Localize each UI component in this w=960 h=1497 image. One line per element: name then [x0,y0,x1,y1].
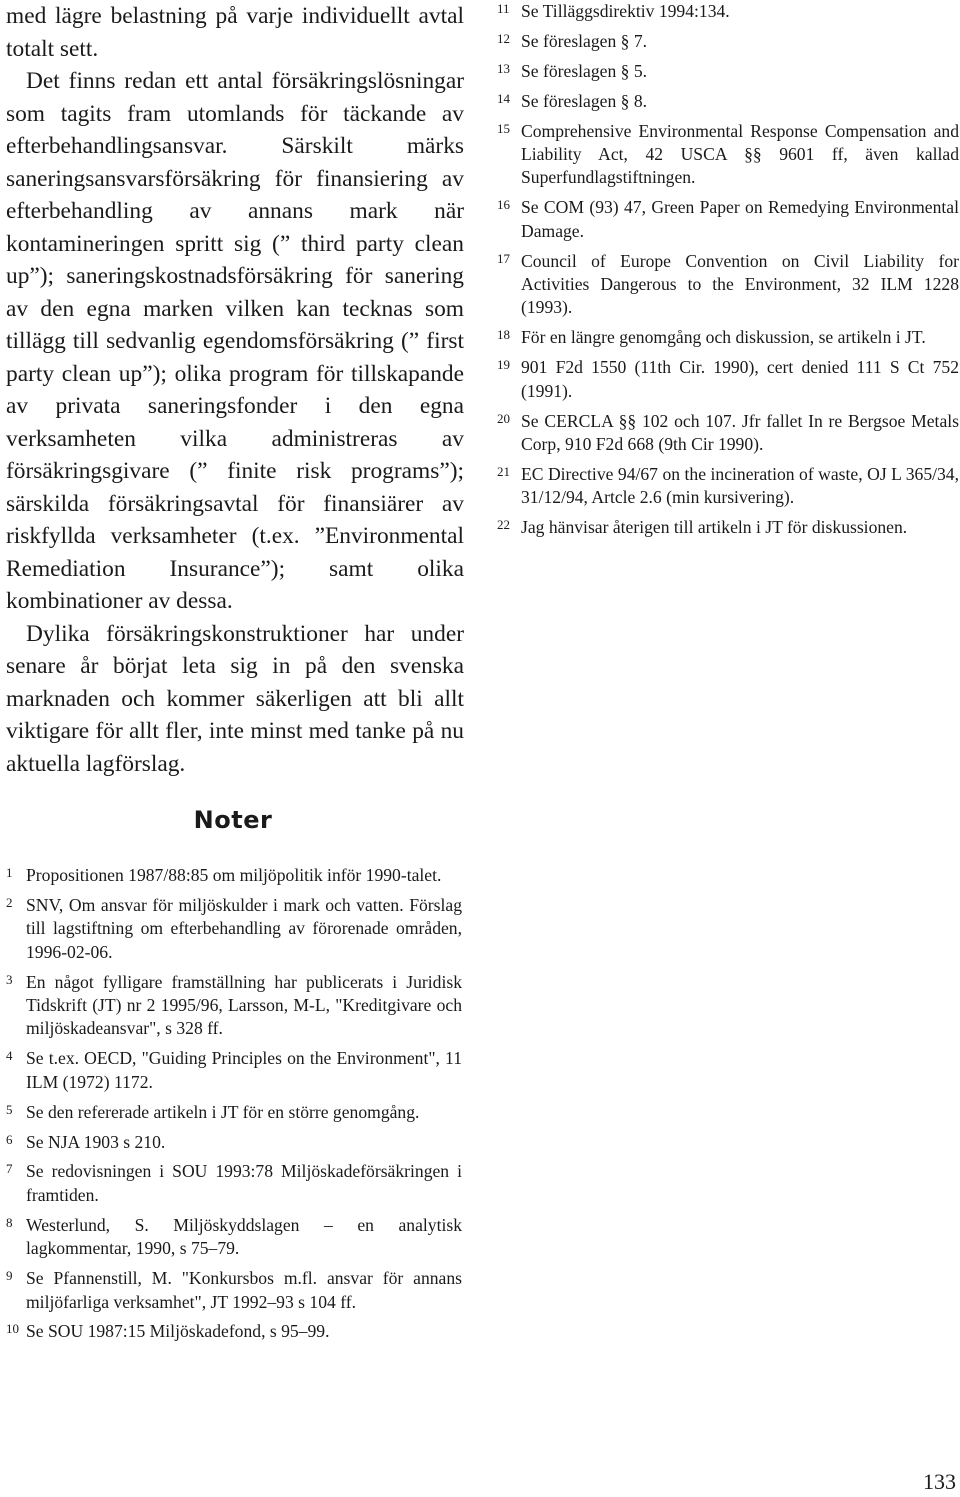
footnote-text: Comprehensive Environmental Response Compensation and Liability Act, 42 USCA §§ 9601 ff, även kallad Superfundlagstiftningen. [521,120,959,188]
footnote-text: Se föreslagen § 5. [521,60,648,81]
footnote-1 [6,864,462,887]
footnote-number: 7 [6,1161,13,1177]
footnote-number: 5 [6,1101,13,1117]
body-paragraph-1: med lägre belastning på varje individuellt avtal totalt sett. [6,3,464,62]
footnote-number: 22 [497,517,510,533]
footnote-3 [6,971,462,1041]
footnote-text: EC Directive 94/67 on the incineration of waste, OJ L 365/34, 31/12/94, Artcle 2.6 (min kursivering). [521,463,959,508]
footnote-text: Se Tilläggsdirektiv 1994:134. [521,1,730,21]
footnote-13 [497,60,959,83]
footnote-number: 16 [497,197,510,213]
footnote-number: 17 [497,250,510,266]
footnote-21 [497,463,959,510]
footnote-2 [6,894,462,964]
footnote-text: Se CERCLA §§ 102 och 107. Jfr fallet In re Bergsoe Metals Corp, 910 F2d 668 (9th Cir 1990). [521,410,959,454]
footnote-10 [6,1320,462,1343]
footnote-text: Se föreslagen § 8. [521,90,648,111]
footnote-20 [497,410,959,457]
footnote-7 [6,1160,462,1207]
page-number: 133 [923,1469,956,1494]
footnote-text: Se föreslagen § 7. [521,30,648,51]
footnote-12 [497,30,959,53]
footnote-text: En något fylligare framställning har publicerats i Juridisk Tidskrift (JT) nr 2 1995/96, Larsson, M-L, "Kreditgivare och miljöskadeansvar", s 328 ff. [26,971,462,1039]
footnote-number: 20 [497,410,510,426]
footnote-22 [497,516,959,539]
footnote-text: SNV, Om ansvar för miljöskulder i mark och vatten. Förslag till lagstiftning om efterbehandling av förorenade områden, 1996-02-06. [26,894,462,962]
footnote-number: 4 [6,1048,13,1064]
body-paragraph-2: Det finns redan ett antal försäkringslösningar som tagits fram utomlands för täckande av efterbehandlingsansvar. Särskilt märks saneringsansvarsförsäkring för finansiering av efterbehandling av annans mark när kontamineringen spritt sig (” third party clean up”); saneringskostnadsförsäkring för sanering av den egna marken vilken kan tecknas som tillägg till sedvanlig egendomsförsäkring (” first party clean up”); olika program för tillskapande av privata saneringsfonder i den egna verksamheten vilka administreras av försäkringsgivare (” finite risk programs”); särskilda försäkringsavtal för finansiärer av riskfyllda verksamheter (t.ex. ”Environmental Remediation Insurance”); samt olika kombinationer av dessa. [6,68,464,614]
footnote-number: 14 [497,90,510,106]
footnote-text: Westerlund, S. Miljöskyddslagen – en analytisk lagkommentar, 1990, s 75–79. [26,1214,462,1259]
footnote-15 [497,120,959,190]
footnote-text: Se COM (93) 47, Green Paper on Remedying Environmental Damage. [521,197,959,241]
footnote-9 [6,1267,462,1314]
footnote-text: Council of Europe Convention on Civil Liability for Activities Dangerous to the Environment, 32 ILM 1228 (1993). [521,250,959,318]
footnote-number: 11 [497,1,510,16]
footnote-number: 13 [497,60,510,76]
footnote-number: 18 [497,327,510,343]
footnote-number: 10 [6,1321,19,1337]
footnote-number: 2 [6,894,13,910]
footnote-17 [497,250,959,320]
footnote-number: 3 [6,971,13,987]
footnote-text: Se SOU 1987:15 Miljöskadefond, s 95–99. [26,1321,330,1342]
footnote-number: 6 [6,1131,13,1147]
footnote-11 [497,0,959,23]
footnote-4 [6,1047,462,1094]
footnote-number: 21 [497,463,510,479]
footnote-14 [497,90,959,113]
footnote-text: Se den refererade artikeln i JT för en större genomgång. [26,1101,420,1122]
footnote-number: 8 [6,1214,13,1230]
footnote-8 [6,1214,462,1261]
footnote-5 [6,1101,462,1124]
footnote-text: Jag hänvisar återigen till artikeln i JT för diskussionen. [521,517,908,538]
footnote-number: 1 [6,865,13,880]
footnote-text: 901 F2d 1550 (11th Cir. 1990), cert denied 111 S Ct 752 (1991). [521,357,959,401]
footnote-16 [497,196,959,243]
footnote-number: 9 [6,1268,13,1284]
footnote-number: 12 [497,30,510,46]
footnote-text: Se redovisningen i SOU 1993:78 Miljöskadeförsäkringen i framtiden. [26,1161,462,1205]
body-text-column [6,0,464,780]
footnotes-list-bottom [6,864,462,1350]
footnote-text: Propositionen 1987/88:85 om miljöpolitik inför 1990-talet. [26,865,442,885]
footnote-text: För en längre genomgång och diskussion, se artikeln i JT. [521,327,926,348]
footnote-18 [497,326,959,349]
footnote-6 [6,1131,462,1154]
footnote-text: Se t.ex. OECD, "Guiding Principles on the Environment", 11 ILM (1972) 1172. [26,1048,462,1092]
footnote-number: 15 [497,120,510,136]
footnote-19 [497,356,959,403]
footnotes-column-right [497,0,959,546]
footnote-text: Se Pfannenstill, M. "Konkursbos m.fl. ansvar för annans miljöfarliga verksamhet", JT 1992–93 s 104 ff. [26,1268,462,1312]
body-paragraph-3: Dylika försäkringskonstruktioner har under senare år börjat leta sig in på den svenska marknaden och kommer säkerligen att bli allt viktigare för allt fler, inte minst med tanke på nu aktuella lagförslag. [6,620,464,777]
notes-heading: Noter [193,806,273,834]
footnote-number: 19 [497,357,510,373]
footnote-text: Se NJA 1903 s 210. [26,1131,166,1152]
